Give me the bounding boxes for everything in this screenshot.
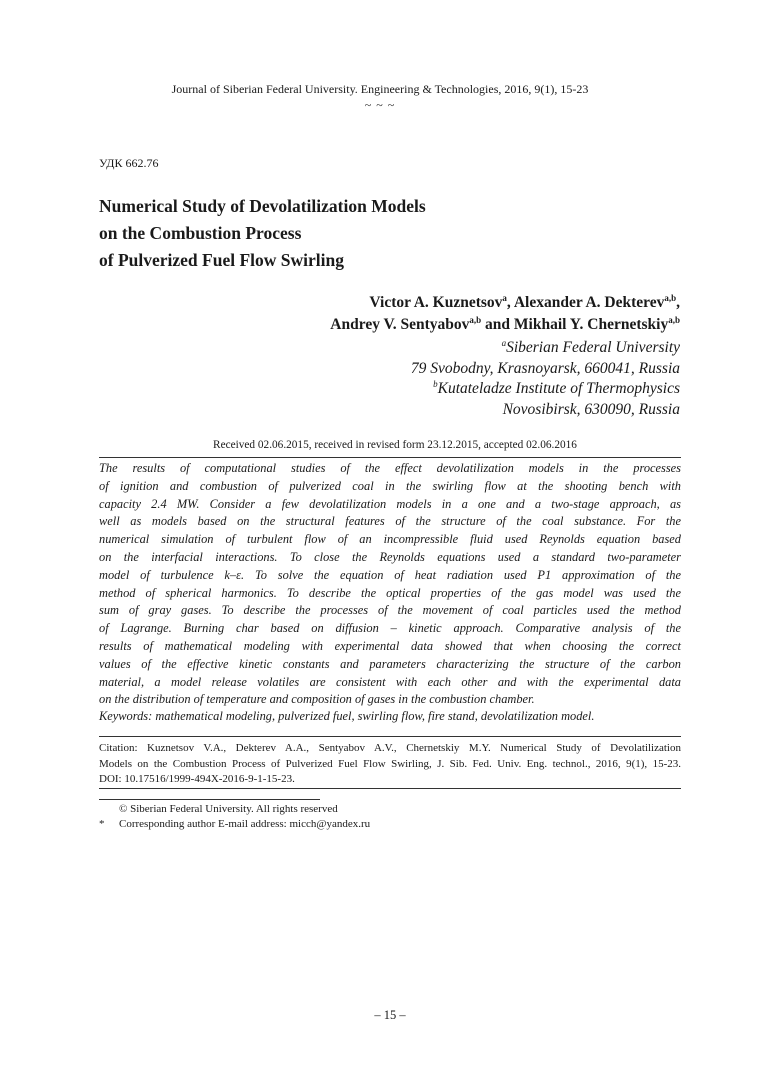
footnotes — [99, 802, 370, 832]
keywords: Keywords: mathematical modeling, pulverized fuel, swirling flow, fire stand, devolatilization model. — [99, 709, 595, 723]
abstract-line: of Lagrange. Burning char based on diffusion – kinetic approach. Comparative analysis of the — [99, 621, 681, 636]
divider — [99, 736, 681, 737]
author-conjunction: and — [485, 316, 511, 333]
abstract-line: on the distribution of temperature and composition of gases in the combustion chamber. — [99, 692, 535, 707]
author-line — [330, 314, 680, 336]
page-number: – 15 – — [374, 1008, 406, 1022]
footnote-mark: * — [99, 818, 105, 830]
abstract-line: method of spherical harmonics. To describe the optical properties of the gas model was used the — [99, 585, 681, 600]
affiliation-name: $^b$Kutateladze Institute of Thermophysics — [433, 379, 680, 397]
title-line: Numerical Study of Devolatilization Models — [99, 196, 426, 216]
divider — [99, 788, 681, 789]
author-affiliation-mark: a,b — [664, 293, 677, 303]
affiliation-address: 79 Svobodny, Krasnoyarsk, 660041, Russia — [410, 359, 680, 377]
divider — [99, 457, 681, 458]
author-affiliation-mark: a,b — [668, 315, 680, 325]
citation-doi: DOI: 10.17516/1999-494X-2016-9-1-15-23. — [99, 773, 295, 785]
paper-title — [99, 193, 426, 274]
affiliation-name: $^a$Siberian Federal University — [501, 338, 680, 356]
abstract-line: on the interfacial interactions. To close the Reynolds equations used a standard two-parameter — [99, 549, 681, 564]
abstract-line: The results of computational studies of the effect devolatilization models in the processes — [99, 461, 681, 475]
citation-line: Models on the Combustion Process of Pulverized Fuel Flow Swirling, J. Sib. Fed. Univ. Eng. technol., 2016, 9(1), 15-23. — [99, 757, 681, 770]
journal-header: Journal of Siberian Federal University. Engineering & Technologies, 2016, 9(1), 15-23 — [171, 82, 589, 96]
affiliations — [411, 338, 680, 420]
author-list — [330, 292, 680, 336]
abstract-line: capacity 2.4 MW. Consider a few devolatilization models in a one and a two-stage approach, as — [99, 496, 681, 511]
author-affiliation-mark: a — [502, 293, 507, 303]
author-name: Mikhail Y. Chernetskiy — [513, 316, 669, 333]
abstract-line: model of turbulence k–ε. To solve the equation of heat radiation used P1 approximation of the — [99, 567, 681, 582]
copyright-note: © Siberian Federal University. All rights reserved — [119, 803, 338, 815]
affiliation-mark: b — [433, 379, 438, 389]
affiliation-mark: a — [501, 338, 507, 348]
abstract-line: numerical simulation of turbulent flow of an incompressible fluid used Reynolds equation based — [99, 532, 681, 547]
udc-code: УДК 662.76 — [99, 156, 159, 170]
abstract-line: sum of gray gases. To describe the processes of the movement of coal particles used the method — [99, 603, 681, 618]
affiliation-address: Novosibirsk, 630090, Russia — [502, 400, 680, 418]
header-ornament: ~ ~ ~ — [364, 98, 396, 112]
author-affiliation-mark: a,b — [469, 315, 482, 325]
abstract-line: of ignition and combustion of pulverized coal in the swirling flow at the shooting bench with — [99, 478, 681, 493]
citation-line: Citation: Kuznetsov V.A., Dekterev A.A., Sentyabov A.V., Chernetskiy M.Y. Numerical Study of Devolatilization — [99, 742, 681, 754]
citation — [99, 741, 681, 788]
author-name: Alexander A. Dekterev — [513, 294, 665, 311]
author-name: Victor A. Kuznetsov — [369, 294, 503, 311]
author-name: Andrey V. Sentyabov — [330, 316, 470, 333]
title-line: on the Combustion Process — [99, 223, 302, 243]
abstract-line: material, a model release volatiles are consistent with each other and with the experimental data — [99, 674, 681, 689]
abstract-line: well as models based on the structural features of the structure of the coal substance. For the — [99, 514, 681, 529]
corresponding-author-note: * Corresponding author E-mail address: micch@yandex.ru — [99, 818, 371, 830]
abstract-line: results of mathematical modeling with experimental data showed that when choosing the correct — [99, 638, 681, 653]
title-line: of Pulverized Fuel Flow Swirling — [99, 250, 344, 270]
abstract-line: values of the effective kinetic constants and parameters characterizing the structure of the carbon — [99, 656, 681, 671]
abstract — [99, 460, 681, 709]
author-line: Victor A. Kuznetsov$^a$, Alexander A. Dekterev$^{a,b}$, — [369, 293, 680, 311]
received-dates: Received 02.06.2015, received in revised form 23.12.2015, accepted 02.06.2016 — [213, 439, 577, 451]
footnote-divider — [99, 799, 320, 800]
